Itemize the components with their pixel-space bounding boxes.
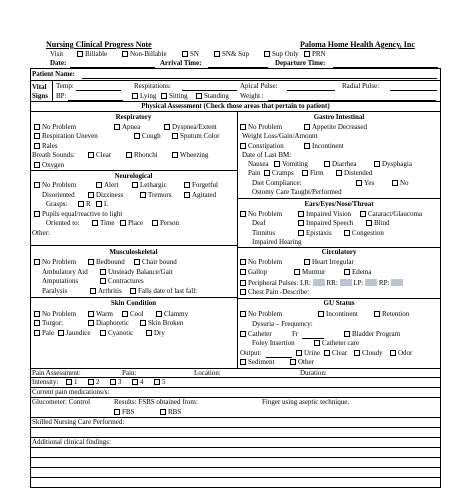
skin-no-problem-checkbox[interactable] (34, 311, 40, 317)
chair-bound-option[interactable]: Chair bound (134, 259, 177, 266)
catheter-option[interactable]: Catheter (240, 331, 272, 338)
cloudy-checkbox[interactable] (354, 350, 360, 356)
intensity-2-checkbox[interactable] (88, 379, 94, 385)
rr-field[interactable] (340, 279, 352, 286)
diet-yes-checkbox[interactable] (356, 180, 362, 186)
appetite-checkbox[interactable] (304, 124, 310, 130)
chair-bound-checkbox[interactable] (134, 259, 140, 265)
cataract-checkbox[interactable] (360, 211, 366, 217)
neuro-no-problem[interactable]: No Problem (34, 182, 76, 189)
rhonchi-checkbox[interactable] (126, 152, 132, 158)
disoriented-option[interactable]: Disoriented (42, 191, 75, 199)
congestion-option[interactable]: Congestion (344, 230, 384, 237)
catheter-care-checkbox[interactable] (314, 340, 320, 346)
form-title: Nursing Clinical Progress Note (46, 40, 152, 49)
distended-checkbox[interactable] (336, 170, 342, 176)
patient-name-label: Patient Name: (32, 70, 75, 78)
finger-label: Finger using aseptic technique. (262, 398, 350, 406)
ears-title: Ears/Eyes/Nose/Throat (304, 200, 374, 208)
tremors-checkbox[interactable] (140, 192, 146, 198)
dizziness-checkbox[interactable] (88, 192, 94, 198)
cough-checkbox[interactable] (134, 133, 140, 139)
arthritis-checkbox[interactable] (90, 288, 96, 294)
clammy-option[interactable]: Clammy (156, 311, 188, 318)
skin-broken-option[interactable]: Skin Broken (140, 320, 183, 327)
intensity-label: Intensity: (32, 378, 59, 386)
congestion-checkbox[interactable] (344, 230, 350, 236)
nausea-option[interactable]: Nausea (248, 160, 269, 168)
warm-option[interactable]: Warm (88, 311, 113, 318)
dysuria-label: Dysuria – Frequency: (252, 320, 313, 328)
rbs-option[interactable]: RBS (160, 409, 181, 416)
contractures-option[interactable]: Contractures (100, 278, 144, 285)
weight-label: Weight : (240, 92, 264, 100)
firm-option[interactable]: Firm (302, 170, 324, 177)
place-checkbox[interactable] (120, 220, 126, 226)
resp-uneven-option[interactable]: Respiration Uneven (34, 133, 98, 140)
ambulatory-option[interactable]: Ambulatory Aid (42, 268, 88, 276)
urine-option[interactable]: Urine (296, 350, 320, 357)
cyanotic-checkbox[interactable] (100, 330, 106, 336)
cramps-option[interactable]: Cramps (264, 170, 294, 177)
unsteady-checkbox[interactable] (100, 269, 106, 275)
bp-label: BP: (56, 92, 67, 100)
skin-title: Skin Condition (110, 299, 157, 307)
cool-option[interactable]: Cool (122, 311, 144, 318)
clear-option[interactable]: Clear (88, 152, 111, 159)
cloudy-option[interactable]: Cloudy (354, 350, 383, 357)
contractures-checkbox[interactable] (100, 278, 106, 284)
resp-uneven-checkbox[interactable] (34, 133, 40, 139)
resp-label: Respirations: (134, 82, 171, 90)
cataract-option[interactable]: Cataract/Glaucoma (360, 211, 422, 218)
musculo-title: Musculoskeletal (109, 248, 158, 256)
gu-clear-checkbox[interactable] (324, 350, 330, 356)
additional-findings-label: Additional clinical findings: (32, 438, 111, 446)
time-checkbox[interactable] (92, 220, 98, 226)
intensity-4-option[interactable]: 4 (132, 379, 144, 386)
last-bm-label: Date of Last BM: (242, 151, 292, 159)
rbs-checkbox[interactable] (160, 409, 166, 415)
skilled-care-label: Skilled Nursing Care Performed: (32, 418, 125, 426)
gi-no-problem[interactable]: No Problem (240, 124, 282, 131)
tremors-option[interactable]: Tremors (140, 192, 171, 199)
grasp-l-option[interactable]: L (96, 201, 108, 208)
agitated-checkbox[interactable] (184, 192, 190, 198)
falls-checkbox[interactable] (130, 288, 136, 294)
sup-only-option[interactable]: Sup Only (264, 51, 299, 58)
intensity-4-checkbox[interactable] (132, 379, 138, 385)
gu-incontinent-option[interactable]: Incontinent (318, 311, 358, 318)
urine-checkbox[interactable] (296, 350, 302, 356)
sediment-option[interactable]: Sediment (240, 359, 274, 366)
odor-option[interactable]: Odor (390, 350, 412, 357)
lp-field[interactable] (365, 279, 377, 286)
diarrhea-checkbox[interactable] (324, 161, 330, 167)
peripheral-checkbox[interactable] (240, 280, 246, 286)
patient-name-line[interactable] (82, 78, 437, 79)
gu-incontinent-checkbox[interactable] (318, 311, 324, 317)
gallop-option[interactable]: Gallop (240, 269, 267, 276)
apical-label: Apical Pulse: (240, 82, 278, 90)
non-billable-option[interactable]: Non-Billable (122, 51, 167, 58)
cough-option[interactable]: Cough (134, 133, 161, 140)
constipation-checkbox[interactable] (240, 143, 246, 149)
agency-name: Paloma Home Health Agency, Inc (300, 40, 415, 49)
intensity-2-option[interactable]: 2 (88, 379, 100, 386)
duration-label: Duration: (300, 369, 327, 377)
assessment-title: Physical Assessment (Check those areas that pertain to patient) (141, 102, 330, 110)
vomiting-checkbox[interactable] (274, 161, 280, 167)
edema-option[interactable]: Edema (344, 269, 371, 276)
rhonchi-option[interactable]: Rhonchi (126, 152, 158, 159)
oriented-label: Oriented to: (46, 219, 80, 227)
pain-label: Pain: (122, 369, 137, 377)
warm-checkbox[interactable] (88, 311, 94, 317)
forgetful-option[interactable]: Forgetful (184, 182, 218, 189)
respiratory-title: Respiratory (115, 113, 152, 121)
unsteady-option[interactable]: Unsteady Balance/Gait (100, 269, 173, 276)
pale-checkbox[interactable] (34, 330, 40, 336)
sn-sup-option[interactable]: SN& Sup (214, 51, 249, 58)
diaphoretic-option[interactable]: Diaphoretic (88, 320, 129, 327)
intensity-3-checkbox[interactable] (110, 379, 116, 385)
lethargic-option[interactable]: Lethargic (132, 182, 167, 189)
dysphagia-option[interactable]: Dysphagia (374, 161, 412, 168)
pupils-checkbox[interactable] (34, 211, 40, 217)
person-checkbox[interactable] (152, 220, 158, 226)
clammy-checkbox[interactable] (156, 311, 162, 317)
sitting-checkbox[interactable] (161, 93, 167, 99)
wheezing-option[interactable]: Wheezing (172, 152, 208, 159)
apical-line[interactable] (287, 90, 335, 91)
chest-pain-option[interactable]: Chest Pain -Describe: (240, 289, 309, 296)
pain-assessment-label: Pain Assessment: (32, 369, 81, 377)
date-label: Date: (50, 59, 67, 67)
glucometer-label: Glucometer: Control (32, 398, 91, 406)
gu-other-checkbox[interactable] (290, 359, 296, 365)
dry-option[interactable]: Dry (146, 330, 165, 337)
location-label: Location: (194, 369, 221, 377)
falls-option[interactable]: Falls date of last fall: (130, 288, 197, 295)
rales-checkbox[interactable] (34, 143, 40, 149)
epistaxis-option[interactable]: Epistaxis (298, 230, 332, 237)
lr-field[interactable] (313, 279, 325, 286)
blind-option[interactable]: Blind (366, 220, 390, 227)
eent-no-problem[interactable]: No Problem (240, 211, 282, 218)
gu-clear-option[interactable]: Clear (324, 350, 347, 357)
weight-loss-label: Weight Loss/Gain/Amount (242, 132, 318, 140)
wheezing-checkbox[interactable] (172, 152, 178, 158)
lethargic-checkbox[interactable] (132, 182, 138, 188)
gi-pain-option[interactable]: Pain (248, 169, 261, 177)
fbs-option[interactable]: FBS (114, 409, 134, 416)
signs-label: Signs (32, 92, 48, 100)
time-option[interactable]: Time (92, 220, 115, 227)
paralysis-option[interactable]: Paralysis (42, 287, 68, 295)
msk-no-problem-checkbox[interactable] (34, 259, 40, 265)
sitting-option[interactable]: Sitting (161, 93, 188, 100)
fbs-checkbox[interactable] (114, 409, 120, 415)
diet-yes-option[interactable]: Yes (356, 180, 374, 187)
peripheral-option[interactable]: Peripheral Pulses: LR: RR: LP: RP: (240, 279, 403, 287)
gastro-title: Gastro Intestinal (313, 113, 365, 121)
gu-no-problem-checkbox[interactable] (240, 311, 246, 317)
ostomy-label: Ostomy Care Taught/Performed (252, 188, 342, 196)
intensity-1-option[interactable]: 1 (66, 379, 78, 386)
standing-option[interactable]: Standing (196, 93, 229, 100)
murmur-option[interactable]: Murmur (294, 269, 325, 276)
departure-label: Departure Time: (275, 59, 326, 67)
cramps-checkbox[interactable] (264, 170, 270, 176)
murmur-checkbox[interactable] (294, 269, 300, 275)
sputum-option[interactable]: Sputum Color (172, 133, 219, 140)
gallop-checkbox[interactable] (240, 269, 246, 275)
retention-option[interactable]: Retention (374, 311, 409, 318)
neuro-title: Neurological (114, 172, 153, 180)
chest-pain-checkbox[interactable] (240, 289, 246, 295)
diarrhea-option[interactable]: Diarrhea (324, 161, 356, 168)
constipation-option[interactable]: Constipation (240, 143, 284, 150)
pale-option[interactable]: Pale (34, 330, 54, 337)
eent-no-problem-checkbox[interactable] (240, 211, 246, 217)
neuro-other-label: Other: (32, 229, 50, 237)
odor-checkbox[interactable] (390, 350, 396, 356)
gi-incontinent-checkbox[interactable] (304, 143, 310, 149)
bedbound-option[interactable]: Bedbound (88, 259, 125, 266)
jaundice-checkbox[interactable] (58, 330, 64, 336)
non-billable-checkbox[interactable] (122, 51, 128, 57)
sputum-checkbox[interactable] (172, 133, 178, 139)
msk-no-problem[interactable]: No Problem (34, 259, 76, 266)
prn-option[interactable]: PRN (304, 51, 326, 58)
turgor-option[interactable]: Turgor: (34, 320, 63, 327)
lying-checkbox[interactable] (132, 93, 138, 99)
dizziness-option[interactable]: Dizziness (88, 192, 123, 199)
amputations-option[interactable]: Amputations (42, 277, 79, 285)
diaphoretic-checkbox[interactable] (88, 320, 94, 326)
bladder-checkbox[interactable] (344, 331, 350, 337)
impaired-vision-option[interactable]: Impaired Vision (298, 211, 351, 218)
gi-incontinent-option[interactable]: Incontinent (304, 143, 344, 150)
diet-label: Diet Compliance: (252, 179, 302, 187)
temp-label: Temp: (56, 82, 74, 90)
sediment-checkbox[interactable] (240, 359, 246, 365)
apnea-checkbox[interactable] (114, 124, 120, 130)
distended-option[interactable]: Distended (336, 170, 372, 177)
resp-line[interactable] (182, 90, 237, 91)
vital-label: Vital (32, 83, 47, 91)
temp-line[interactable] (76, 90, 121, 91)
bladder-option[interactable]: Bladder Program (344, 331, 400, 338)
rales-option[interactable]: Rales (34, 143, 58, 150)
diet-no-option[interactable]: No (392, 180, 409, 187)
tinnitus-option[interactable]: Tinnitus (252, 229, 276, 237)
gu-no-problem[interactable]: No Problem (240, 311, 282, 318)
intensity-1-checkbox[interactable] (66, 379, 72, 385)
visit-label: Visit (50, 50, 64, 58)
circ-title: Circulatory (321, 248, 357, 256)
impaired-speech-checkbox[interactable] (298, 220, 304, 226)
impaired-vision-checkbox[interactable] (298, 211, 304, 217)
arthritis-option[interactable]: Arthritis (90, 288, 122, 295)
sn-checkbox[interactable] (182, 51, 188, 57)
gu-other-option[interactable]: Other (290, 359, 314, 366)
dry-checkbox[interactable] (146, 330, 152, 336)
place-option[interactable]: Place (120, 220, 143, 227)
fr-label: Fr (292, 330, 299, 338)
intensity-3-option[interactable]: 3 (110, 379, 122, 386)
cool-checkbox[interactable] (122, 311, 128, 317)
skin-broken-checkbox[interactable] (140, 320, 146, 326)
billable-option[interactable]: Billable (77, 51, 107, 58)
pupils-option[interactable]: Pupils equal/reactive to light (34, 211, 122, 218)
results-label: Results: FSBS obtained from: (114, 398, 198, 406)
firm-checkbox[interactable] (302, 170, 308, 176)
intensity-5-option[interactable]: 5 (154, 379, 166, 386)
sn-sup-checkbox[interactable] (214, 51, 220, 57)
oxygen-option[interactable]: Oxygen (34, 162, 64, 169)
epistaxis-checkbox[interactable] (298, 230, 304, 236)
fr-line[interactable] (302, 338, 324, 339)
blind-checkbox[interactable] (366, 220, 372, 226)
catheter-care-option[interactable]: Catheter care (314, 340, 359, 347)
alert-checkbox[interactable] (96, 182, 102, 188)
standing-checkbox[interactable] (196, 93, 202, 99)
forgetful-checkbox[interactable] (184, 182, 190, 188)
clear-checkbox[interactable] (88, 152, 94, 158)
oxygen-checkbox[interactable] (34, 162, 40, 168)
appetite-option[interactable]: Appetite Decreased (304, 124, 367, 131)
heart-checkbox[interactable] (304, 259, 310, 265)
catheter-checkbox[interactable] (240, 331, 246, 337)
skin-no-problem[interactable]: No Problem (34, 311, 76, 318)
radial-label: Radial Pulse: (342, 82, 380, 90)
circ-no-problem-checkbox[interactable] (240, 259, 246, 265)
billable-checkbox[interactable] (77, 51, 83, 57)
sup-only-checkbox[interactable] (264, 51, 270, 57)
agitated-option[interactable]: Agitated (184, 192, 216, 199)
deaf-option[interactable]: Deaf (252, 219, 266, 227)
alert-option[interactable]: Alert (96, 182, 118, 189)
edema-checkbox[interactable] (344, 269, 350, 275)
rp-field[interactable] (391, 279, 403, 286)
arrival-label: Arrival Time: (160, 59, 202, 67)
dysphagia-checkbox[interactable] (374, 161, 380, 167)
sn-option[interactable]: SN (182, 51, 199, 58)
retention-checkbox[interactable] (374, 311, 380, 317)
neuro-no-problem-checkbox[interactable] (34, 182, 40, 188)
resp-no-problem[interactable]: No Problem (34, 124, 76, 131)
diet-no-checkbox[interactable] (392, 180, 398, 186)
lying-option[interactable]: Lying (132, 93, 156, 100)
cyanotic-option[interactable]: Cyanotic (100, 330, 133, 337)
radial-line[interactable] (390, 90, 437, 91)
resp-no-problem-checkbox[interactable] (34, 124, 40, 130)
intensity-5-checkbox[interactable] (154, 379, 160, 385)
grasp-r-option[interactable]: R (78, 201, 91, 208)
breath-label: Breath Sounds: (32, 151, 75, 159)
foley-option[interactable]: Foley Insertion (252, 339, 295, 347)
dyspnea-checkbox[interactable] (164, 124, 170, 130)
circ-no-problem[interactable]: No Problem (240, 259, 282, 266)
person-option[interactable]: Person (152, 220, 179, 227)
impaired-hearing-option[interactable]: Impaired Hearing (252, 238, 302, 246)
impaired-speech-option[interactable]: Impaired Speech (298, 220, 353, 227)
gu-title: GU Status (323, 299, 355, 307)
bedbound-checkbox[interactable] (88, 259, 94, 265)
heart-option[interactable]: Heart Irregular (304, 259, 354, 266)
current-meds-label: Current pain medications/s: (32, 388, 110, 396)
grasps-label: Grasps: (46, 200, 68, 208)
apnea-option[interactable]: Apnea (114, 124, 140, 131)
turgor-checkbox[interactable] (34, 320, 40, 326)
gi-no-problem-checkbox[interactable] (240, 124, 246, 130)
prn-checkbox[interactable] (304, 51, 310, 57)
grasp-l-checkbox[interactable] (96, 201, 102, 207)
grasp-r-checkbox[interactable] (78, 201, 84, 207)
dyspnea-option[interactable]: Dyspnea/Extent (164, 124, 217, 131)
vomiting-option[interactable]: Vomiting (274, 161, 308, 168)
output-label: Output: (240, 349, 262, 357)
jaundice-option[interactable]: Jaundice (58, 330, 91, 337)
